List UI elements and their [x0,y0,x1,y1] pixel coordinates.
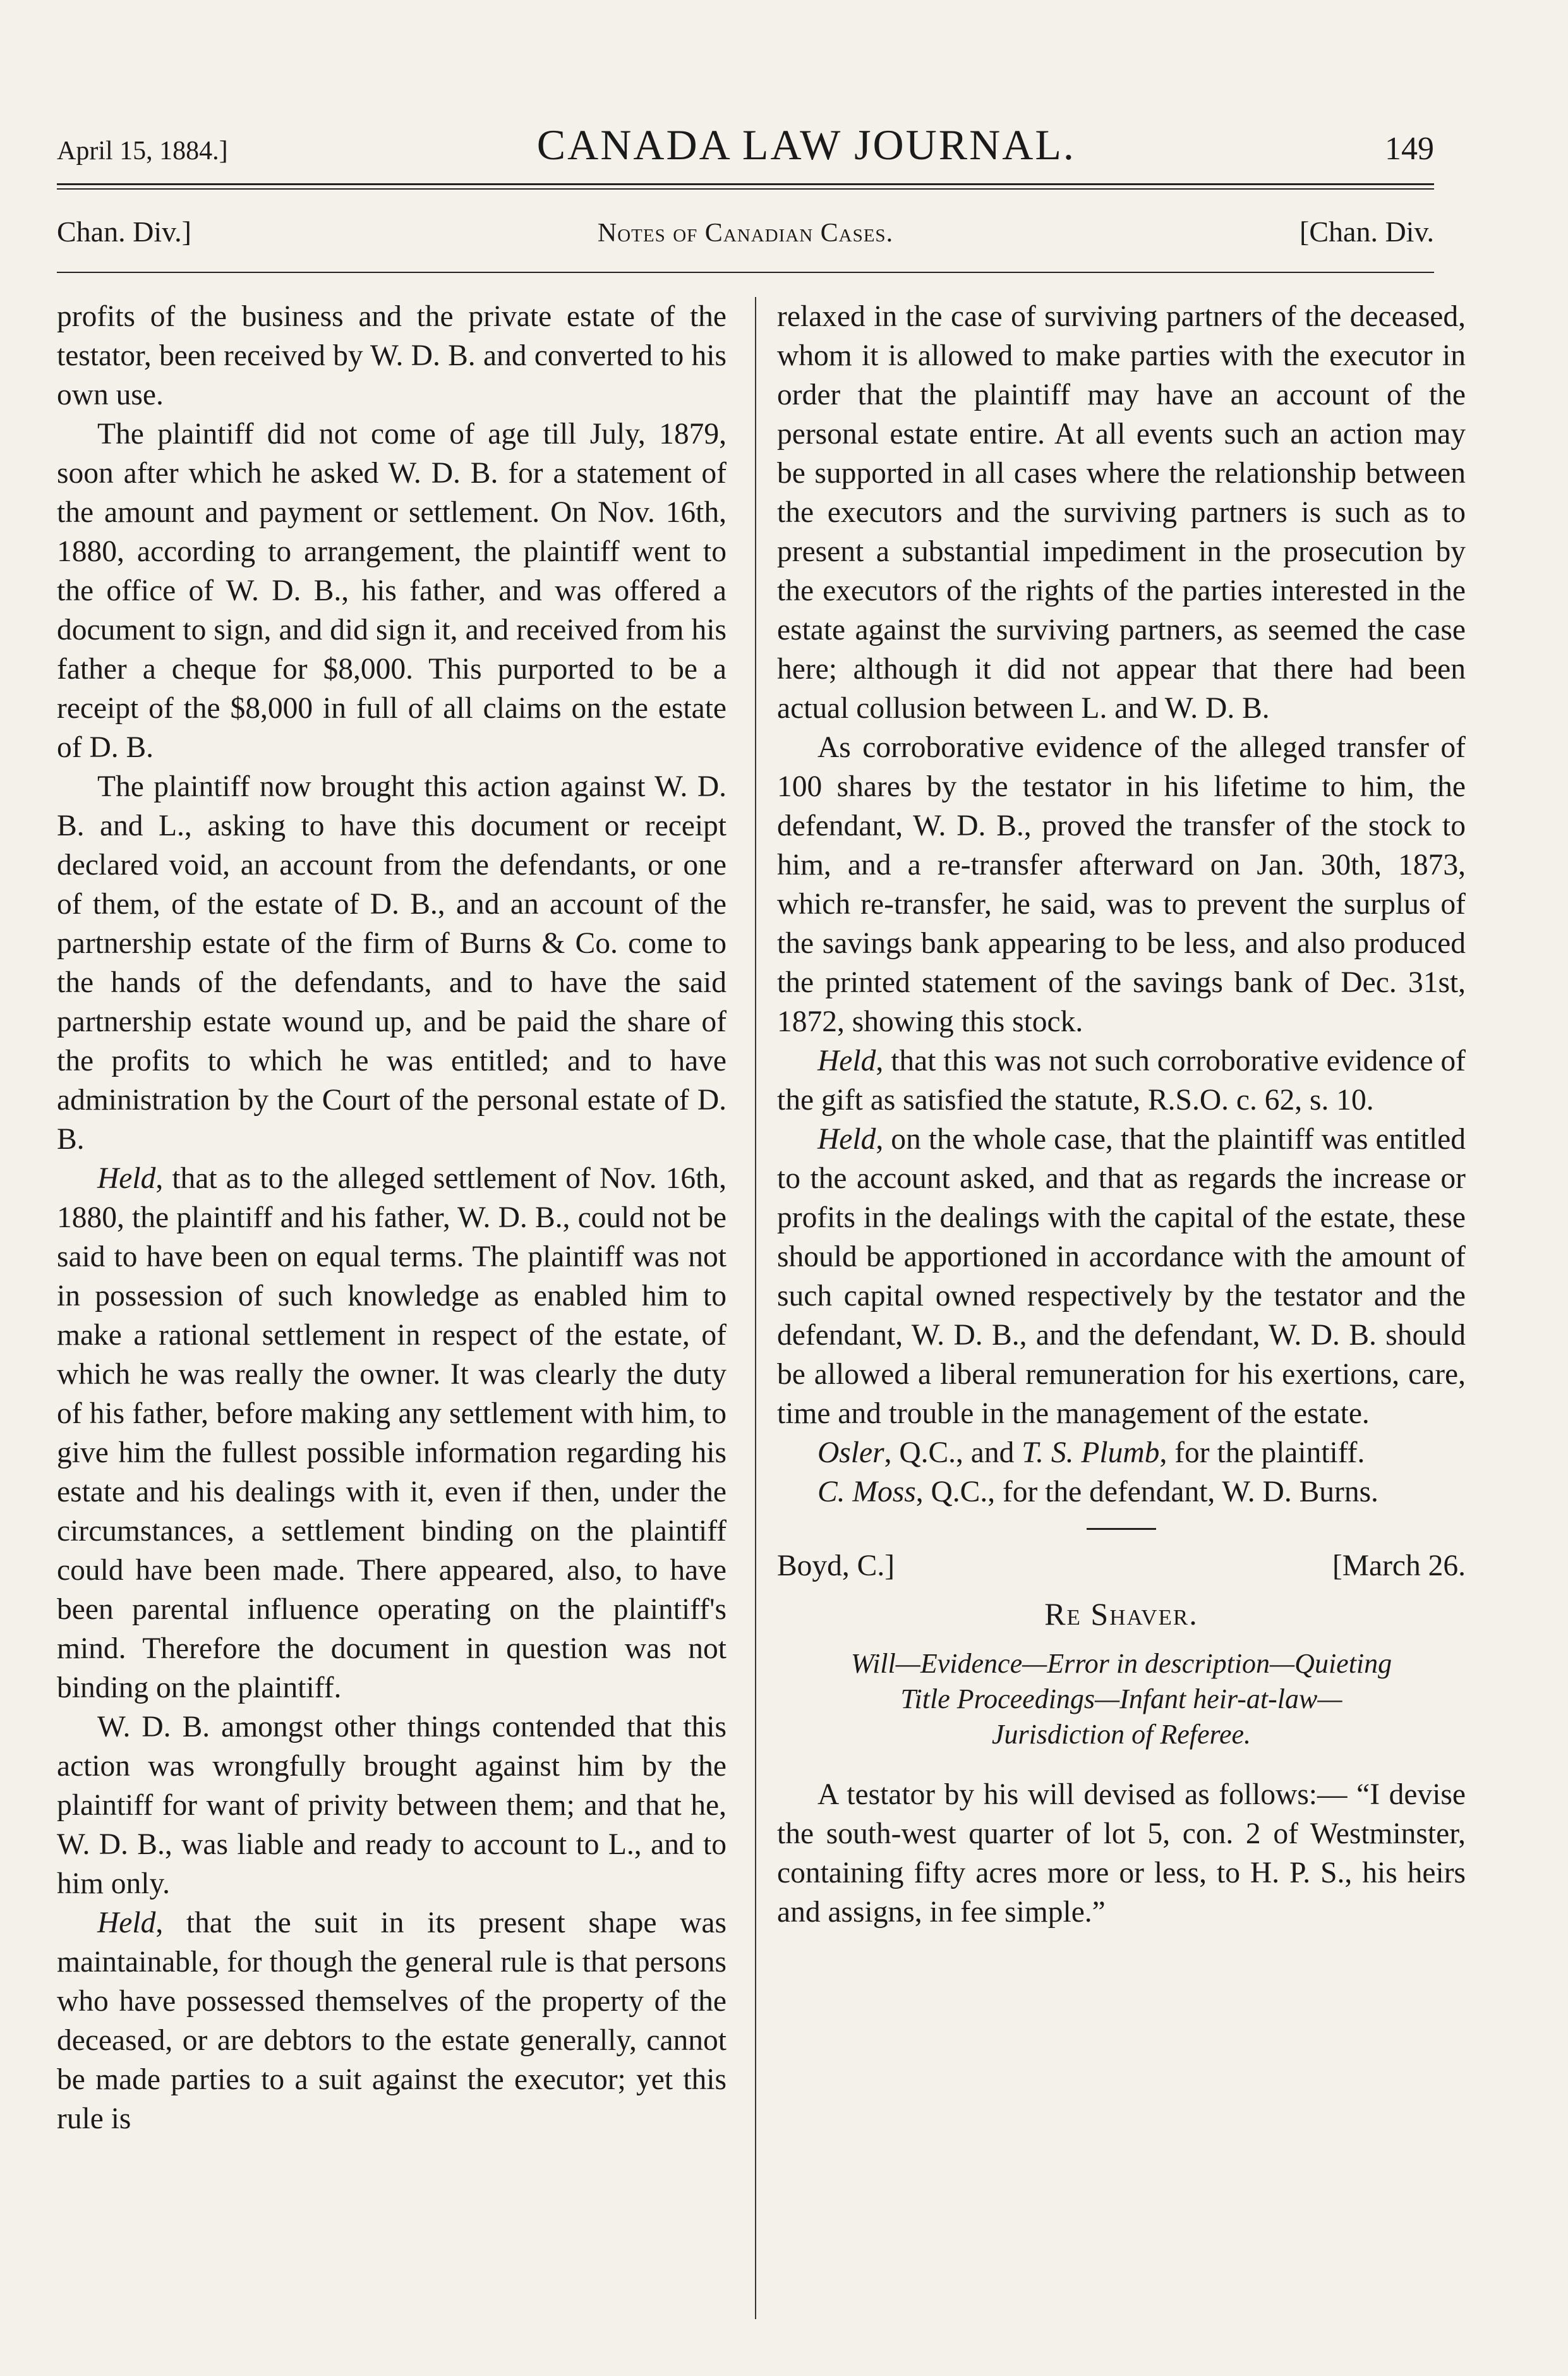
held-label: Held [97,1162,156,1195]
section-right: [Chan. Div. [1300,215,1434,248]
headnote-line: Jurisdiction of Referee. [991,1719,1251,1750]
counsel-name: T. S. Plumb [1022,1436,1160,1469]
held-label: Held [817,1123,876,1156]
case-separator [1087,1528,1156,1530]
paragraph [57,1903,727,2138]
left-column [57,297,727,2138]
headnote-line: Title Proceedings—Infant heir-at-law— [900,1683,1342,1714]
paragraph: relaxed in the case of surviving partners of the deceased, whom it is allowed to make parties with the executor in order that the plaintiff may have an account of the personal estate entire. At all events such an action may be supported in all cases where the relationship between the executors and the surviving partners is such as to present a substantial impediment in the prosecution by the executors of the rights of the parties interested in the estate against the surviving partners, as seemed the case here; although it did not appear that there had been actual collusion between L. and W. D. B. [777,300,1466,725]
paragraph [57,1159,727,1707]
issue-date: April 15, 1884.] [57,136,228,166]
paragraph: The plaintiff did not come of age till July, 1879, soon after which he asked W. D. B. for a statement of the amount and payment or settlement. On Nov. 16th, 1880, according to arrangement, the plaintiff went to the office of W. D. B., his father, and was offered a document to sign, and did sign it, and received from his father a cheque for $8,000. This purported to be a receipt of the $8,000 in full of all claims on the estate of D. B. [57,418,727,764]
counsel-text: , for the plaintiff. [1159,1436,1365,1469]
counsel-line [777,1433,1466,1472]
paragraph-text: , on the whole case, that the plaintiff was entitled to the account asked, and that as regards the increase or profits in the dealings with the capital of the estate, these should be apportioned in accordance with the amount of such capital owned respectively by the testator and the defendant, W. D. B., and the defendant, W. D. B. should be allowed a liberal remuneration for his exertions, care, time and trouble in the management of the estate. [777,1123,1466,1430]
judge: Boyd, C.] [777,1549,895,1582]
held-label: Held [97,1906,156,1939]
paragraph-text: , that as to the alleged settlement of Nov. 16th, 1880, the plaintiff and his father, W. D. B., could not be said to have been on equal terms. The plaintiff was not in possession of such knowledge as enabled him to make a rational settlement in respect of the estate, of which he was really the owner. It was clearly the duty of his father, before making any settlement with him, to give him the fullest possible information regarding his estate and his dealings with it, even if then, under the circumstances, a settlement binding on the plaintiff could have been made. There appeared, also, to have been parental influence operating on the plaintiff's mind. Therefore the document in question was not binding on the plaintiff. [57,1162,727,1704]
headnote [777,1646,1466,1752]
held-label: Held [817,1045,876,1077]
counsel-text: , Q.C., and [884,1436,1022,1469]
paragraph: As corroborative evidence of the alleged transfer of 100 shares by the testator in his lifetime to him, the defendant, W. D. B., proved the transfer of the stock to him, and a re-transfer afterward on Jan. 30th, 1873, which re-transfer, he said, was to prevent the surplus of the savings bank appearing to be less, and also produced the printed statement of the savings bank of Dec. 31st, 1872, showing this stock. [777,731,1466,1038]
section-header [57,215,1434,248]
paragraph: A testator by his will devised as follows:— “I devise the south-west quarter of lot 5, con. 2 of Westminster, containing fifty acres more or less, to H. P. S., his heirs and assigns, in fee simple.” [777,1778,1466,1929]
counsel-text: , Q.C., for the defendant, W. D. Burns. [915,1476,1378,1508]
case-title: Re Shaver. [1044,1596,1198,1632]
paragraph [777,1041,1466,1120]
counsel-line [777,1472,1466,1512]
counsel-name: C. Moss [817,1476,916,1508]
paragraph: The plaintiff now brought this action against W. D. B. and L., asking to have this document or receipt declared void, an account from the defendants, or one of them, of the estate of D. B., and an account of the partnership estate of the firm of Burns & Co. come to the hands of the defendants, and to have the said partnership estate wound up, and be paid the share of the profits to which he was entitled; and to have administration by the Court of the personal estate of D. B. [57,770,727,1156]
paragraph: profits of the business and the private estate of the testator, been received by W. D. B. and converted to his own use. [57,300,727,411]
paragraph-text: , that the suit in its present shape was maintainable, for though the general rule is that persons who have possessed themselves of the property of the deceased, or are debtors to the estate generally, cannot be made parties to a suit against the executor; yet this rule is [57,1906,727,2135]
section-title: Notes of Canadian Cases. [597,219,894,248]
case-date: [March 26. [1332,1549,1466,1582]
page-number: 149 [1384,131,1434,167]
right-column [777,297,1466,1932]
case-court-line [777,1546,1466,1585]
section-left: Chan. Div.] [57,215,191,248]
counsel-name: Osler [817,1436,884,1469]
paragraph-text: , that this was not such corroborative evidence of the gift as satisfied the statute, R.S.O. c. 62, s. 10. [777,1045,1466,1117]
header-rule-2 [57,188,1434,190]
section-rule [57,272,1434,273]
header-rule [57,183,1434,185]
paragraph [777,1120,1466,1433]
column-divider [755,297,756,2319]
headnote-line: Will—Evidence—Error in description—Quieting [850,1648,1392,1679]
running-header [57,120,1434,170]
paragraph: W. D. B. amongst other things contended that this action was wrongfully brought against him by the plaintiff for want of privity between them; and that he, W. D. B., was liable and ready to account to L., and to him only. [57,1711,727,1900]
journal-title: CANADA LAW JOURNAL. [536,121,1076,169]
